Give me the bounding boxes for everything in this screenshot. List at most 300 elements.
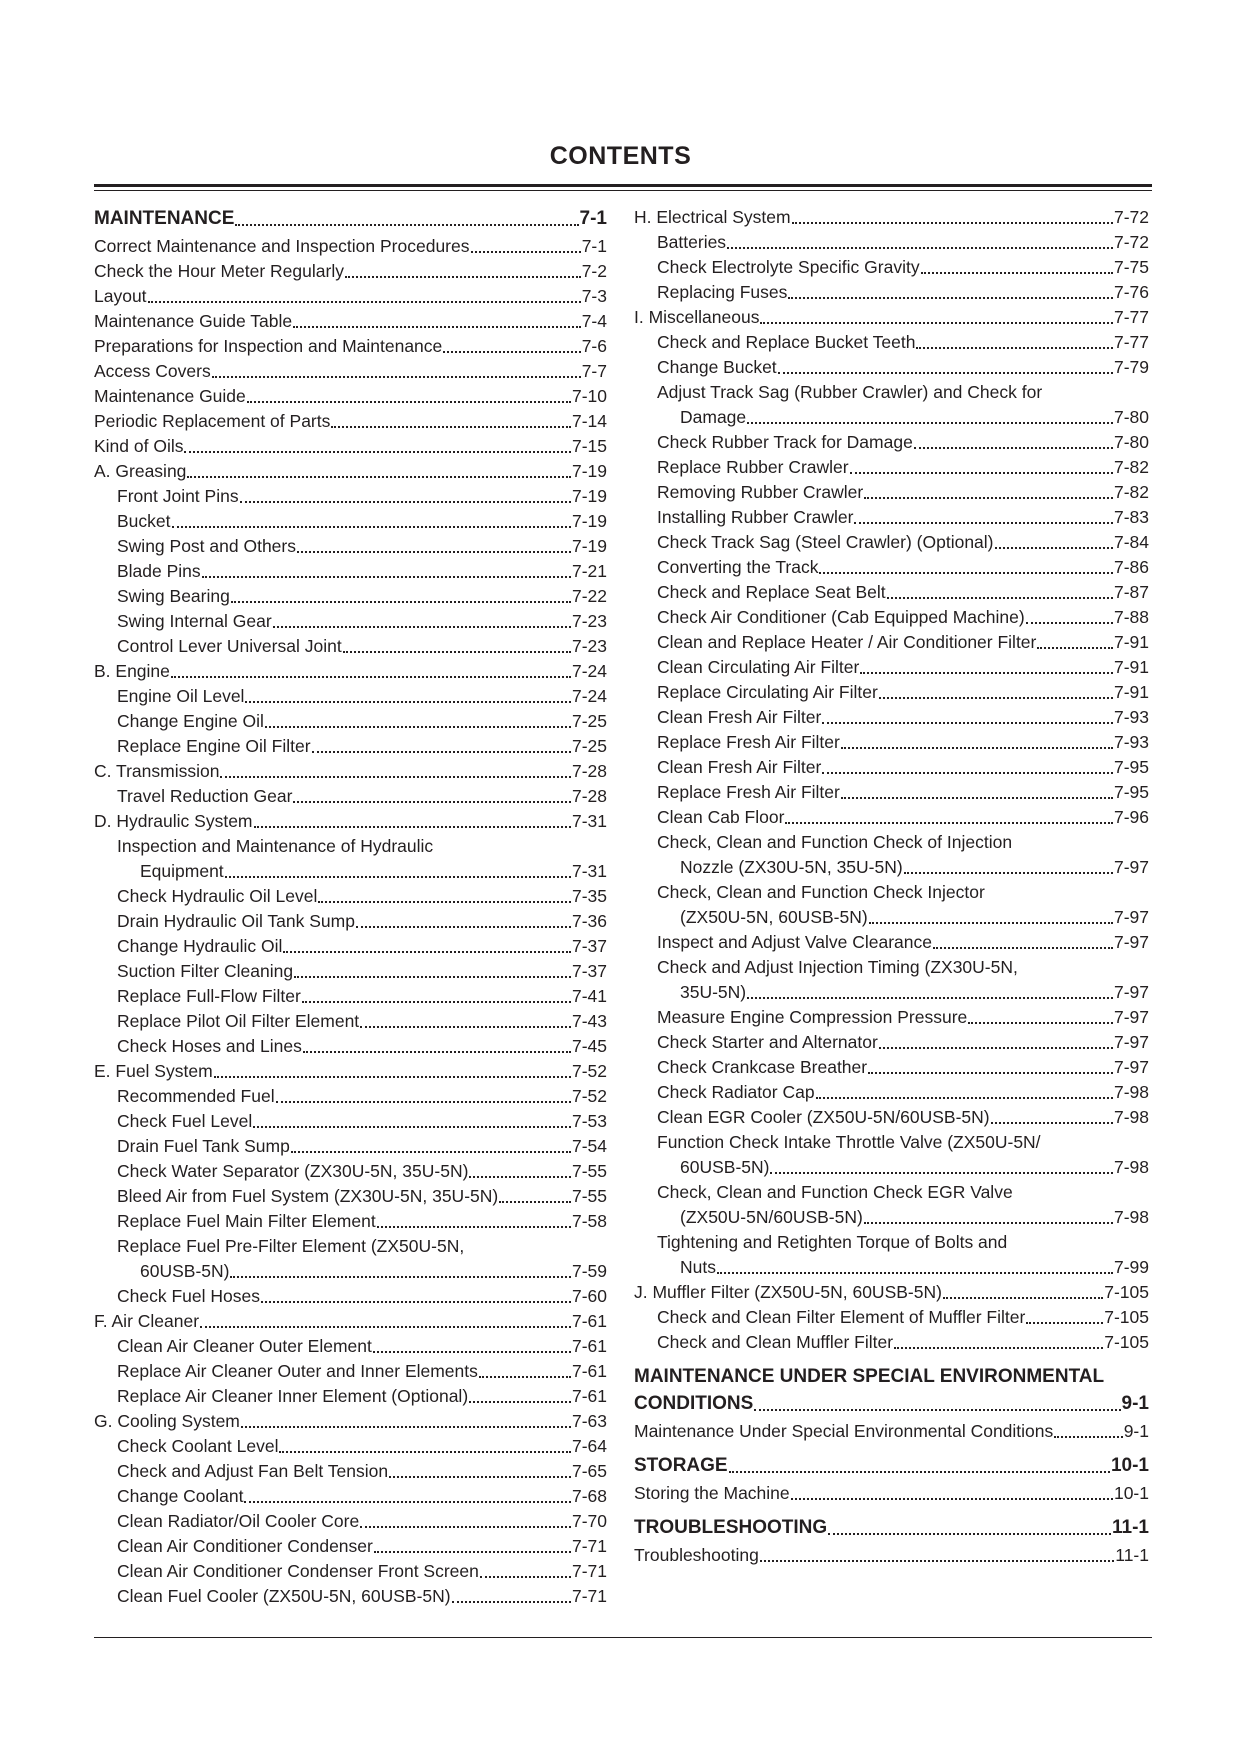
toc-entry-title: Front Joint Pins [117, 486, 239, 506]
toc-entry-title-continued: Nuts [680, 1257, 716, 1277]
toc-page-number: 7-76 [1113, 282, 1149, 302]
toc-entry-title: Batteries [657, 232, 727, 252]
toc-leader-dots [294, 976, 571, 978]
toc-entry[interactable] [94, 1434, 607, 1459]
toc-entry-title: J. Muffler Filter (ZX50U-5N, 60USB-5N) [634, 1282, 942, 1302]
toc-entry[interactable] [94, 1359, 607, 1384]
toc-page-number: 7-98 [1113, 1082, 1149, 1102]
toc-page-number: 10-1 [1113, 1483, 1149, 1503]
toc-entry[interactable] [634, 680, 1149, 705]
toc-entry-title: Check Hydraulic Oil Level [117, 886, 318, 906]
toc-leader-dots [785, 822, 1113, 824]
toc-entry-line [117, 859, 607, 884]
toc-entry[interactable] [634, 930, 1149, 955]
toc-leader-dots [828, 1533, 1111, 1535]
toc-entry[interactable] [94, 934, 607, 959]
toc-leader-dots [214, 1076, 571, 1078]
toc-entry[interactable] [94, 1534, 607, 1559]
toc-leader-dots [894, 1347, 1103, 1349]
toc-page-number: 7-91 [1113, 682, 1149, 702]
toc-entry[interactable] [634, 1130, 1149, 1180]
toc-page-number: 7-97 [1113, 932, 1149, 952]
toc-leader-dots [921, 272, 1113, 274]
toc-entry[interactable] [94, 559, 607, 584]
toc-leader-dots [297, 551, 571, 553]
toc-leader-dots [760, 1560, 1114, 1562]
toc-leader-dots [792, 222, 1113, 224]
toc-entry-title: F. Air Cleaner [94, 1311, 200, 1331]
toc-entry[interactable] [634, 255, 1149, 280]
toc-entry[interactable] [94, 1409, 607, 1434]
toc-leader-dots [202, 576, 571, 578]
toc-entry[interactable] [634, 1280, 1149, 1305]
toc-entry[interactable] [94, 634, 607, 659]
toc-entry-title: Function Check Intake Throttle Valve (ZX50U-5N/ [657, 1132, 1041, 1152]
toc-page-number: 7-98 [1113, 1157, 1149, 1177]
toc-entry[interactable] [94, 1309, 607, 1334]
toc-entry-title: Clean EGR Cooler (ZX50U-5N/60USB-5N) [657, 1107, 990, 1127]
toc-page-number: 7-37 [571, 936, 607, 956]
toc-entry[interactable] [94, 1459, 607, 1484]
toc-entry[interactable] [634, 230, 1149, 255]
toc-entry[interactable] [634, 705, 1149, 730]
toc-entry-title: Change Coolant [117, 1486, 244, 1506]
toc-page-number: 7-23 [571, 636, 607, 656]
toc-page-number: 7-91 [1113, 657, 1149, 677]
toc-page-number: 7-23 [571, 611, 607, 631]
toc-entry-title-continued: Equipment [140, 861, 224, 881]
toc-entry[interactable] [634, 1481, 1149, 1506]
toc-entry-title: Converting the Track [657, 557, 819, 577]
toc-leader-dots [480, 1576, 571, 1578]
toc-entry[interactable] [94, 484, 607, 509]
toc-page-number: 7-77 [1113, 332, 1149, 352]
toc-page-number: 7-91 [1113, 632, 1149, 652]
toc-leader-dots [788, 297, 1113, 299]
toc-entry-title: Replace Air Cleaner Inner Element (Optional) [117, 1386, 469, 1406]
toc-entry[interactable] [634, 505, 1149, 530]
page-title: CONTENTS [549, 142, 692, 170]
toc-entry-title: Maintenance Guide Table [94, 311, 293, 331]
toc-entry[interactable] [94, 284, 607, 309]
toc-page-number: 7-61 [571, 1361, 607, 1381]
toc-entry[interactable] [94, 1034, 607, 1059]
toc-leader-dots [312, 751, 571, 753]
toc-leader-dots [253, 1126, 571, 1128]
toc-leader-dots [343, 651, 571, 653]
toc-leader-dots [200, 1326, 571, 1328]
toc-entry[interactable] [94, 759, 607, 784]
toc-page-number: 7-43 [571, 1011, 607, 1031]
toc-entry-title: Access Covers [94, 361, 211, 381]
toc-page-number: 7-35 [571, 886, 607, 906]
toc-entry[interactable] [634, 580, 1149, 605]
toc-entry[interactable] [634, 530, 1149, 555]
toc-entry[interactable] [634, 805, 1149, 830]
toc-leader-dots [479, 1376, 571, 1378]
toc-leader-dots [727, 247, 1113, 249]
toc-entry-title: Check Starter and Alternator [657, 1032, 878, 1052]
toc-entry[interactable] [634, 355, 1149, 380]
toc-entry-line [657, 855, 1149, 880]
toc-entry-title: Installing Rubber Crawler [657, 507, 854, 527]
toc-entry[interactable] [634, 380, 1149, 430]
toc-leader-dots [469, 1401, 571, 1403]
toc-leader-dots [231, 601, 571, 603]
toc-entry-line [117, 1259, 607, 1284]
toc-page-number: 7-19 [571, 486, 607, 506]
toc-entry[interactable] [634, 605, 1149, 630]
toc-entry-title: Bleed Air from Fuel System (ZX30U-5N, 35U-5N) [117, 1186, 499, 1206]
toc-entry[interactable] [94, 1559, 607, 1584]
toc-entry[interactable] [94, 459, 607, 484]
section-gap [634, 1444, 1149, 1452]
toc-entry[interactable] [94, 1009, 607, 1034]
toc-entry[interactable] [634, 455, 1149, 480]
toc-entry[interactable] [94, 1384, 607, 1409]
toc-entry[interactable] [94, 784, 607, 809]
toc-entry-title: Clean Air Conditioner Condenser Front Screen [117, 1561, 479, 1581]
toc-page-number: 7-71 [571, 1561, 607, 1581]
toc-entry-title: Drain Fuel Tank Sump [117, 1136, 290, 1156]
toc-entry-title: Inspect and Adjust Valve Clearance [657, 932, 932, 952]
toc-leader-dots [864, 1222, 1113, 1224]
toc-entry-title: Check, Clean and Function Check Injector [657, 882, 985, 902]
toc-entry[interactable] [634, 1419, 1149, 1444]
toc-entry-title: Adjust Track Sag (Rubber Crawler) and Check for [657, 382, 1043, 402]
toc-entry[interactable] [94, 1209, 607, 1234]
toc-leader-dots [860, 672, 1113, 674]
toc-entry-line [657, 1205, 1149, 1230]
toc-entry[interactable] [94, 1084, 607, 1109]
toc-entry-line [634, 1390, 1149, 1417]
toc-entry-title: Check Fuel Level [117, 1111, 253, 1131]
toc-entry-title: Measure Engine Compression Pressure [657, 1007, 968, 1027]
toc-leader-dots [822, 722, 1113, 724]
toc-leader-dots [841, 797, 1113, 799]
toc-entry[interactable] [634, 1543, 1149, 1568]
toc-entry[interactable] [94, 1159, 607, 1184]
toc-page-number: 7-97 [1113, 1007, 1149, 1027]
toc-entry[interactable] [634, 1080, 1149, 1105]
toc-page-number: 7-83 [1113, 507, 1149, 527]
toc-page-number: 7-97 [1113, 1032, 1149, 1052]
toc-entry-title: A. Greasing [94, 461, 187, 481]
toc-leader-dots [499, 1201, 571, 1203]
toc-leader-dots [148, 301, 581, 303]
toc-page-number: 7-2 [581, 261, 607, 281]
toc-leader-dots [273, 626, 571, 628]
toc-entry-title: Inspection and Maintenance of Hydraulic [117, 836, 434, 856]
toc-entry[interactable] [634, 330, 1149, 355]
toc-leader-dots [864, 497, 1113, 499]
toc-entry-line [117, 834, 607, 859]
toc-page-number: 7-41 [571, 986, 607, 1006]
toc-leader-dots [471, 251, 581, 253]
toc-entry-title-continued: (ZX50U-5N, 60USB-5N) [680, 907, 868, 927]
toc-entry[interactable] [94, 684, 607, 709]
toc-leader-dots [247, 401, 571, 403]
toc-page-number: 7-25 [571, 711, 607, 731]
toc-entry-title: Storing the Machine [634, 1483, 790, 1503]
toc-page-number: 7-80 [1113, 407, 1149, 427]
toc-page-number: 7-84 [1113, 532, 1149, 552]
toc-entry-title: Suction Filter Cleaning [117, 961, 294, 981]
toc-entry-line [657, 405, 1149, 430]
toc-entry[interactable] [634, 1105, 1149, 1130]
toc-entry[interactable] [94, 659, 607, 684]
toc-leader-dots [904, 872, 1113, 874]
toc-leader-dots [291, 1151, 571, 1153]
toc-page-number: 7-77 [1113, 307, 1149, 327]
toc-page-number: 7-61 [571, 1386, 607, 1406]
toc-leader-dots [729, 1471, 1110, 1473]
toc-entry[interactable] [94, 534, 607, 559]
toc-leader-dots [770, 1172, 1112, 1174]
toc-entry-title: Check Water Separator (ZX30U-5N, 35U-5N) [117, 1161, 469, 1181]
toc-entry[interactable] [94, 959, 607, 984]
toc-leader-dots [816, 1097, 1113, 1099]
toc-entry-title: Clean Radiator/Oil Cooler Core [117, 1511, 360, 1531]
toc-leader-dots [220, 776, 571, 778]
toc-entry-title: Check Rubber Track for Damage [657, 432, 913, 452]
toc-entry[interactable] [94, 359, 607, 384]
toc-entry[interactable] [94, 1584, 607, 1609]
toc-entry-title-continued: Nozzle (ZX30U-5N, 35U-5N) [680, 857, 903, 877]
toc-leader-dots [879, 1047, 1113, 1049]
toc-entry-title: Check and Adjust Fan Belt Tension [117, 1461, 389, 1481]
toc-entry-title: Check Fuel Hoses [117, 1286, 260, 1306]
toc-entry-title: Correct Maintenance and Inspection Procedures [94, 236, 470, 256]
toc-leader-dots [1037, 647, 1113, 649]
toc-entry[interactable] [94, 834, 607, 884]
toc-entry-line [657, 1155, 1149, 1180]
toc-entry[interactable] [634, 205, 1149, 230]
toc-entry-title: Check Radiator Cap [657, 1082, 815, 1102]
toc-leader-dots [778, 372, 1113, 374]
toc-entry[interactable] [94, 884, 607, 909]
toc-entry[interactable] [634, 555, 1149, 580]
toc-page-number: 7-93 [1113, 707, 1149, 727]
toc-entry[interactable] [94, 609, 607, 634]
section-gap [634, 1355, 1149, 1363]
toc-entry[interactable] [94, 509, 607, 534]
toc-page-number: 7-79 [1113, 357, 1149, 377]
toc-entry-line [657, 955, 1149, 980]
toc-page-number: 7-86 [1113, 557, 1149, 577]
toc-entry-title: Check Coolant Level [117, 1436, 279, 1456]
toc-entry[interactable] [94, 434, 607, 459]
toc-entry[interactable] [94, 584, 607, 609]
toc-entry[interactable] [94, 1184, 607, 1209]
toc-page-number: 7-19 [571, 511, 607, 531]
toc-entry[interactable] [94, 734, 607, 759]
toc-entry[interactable] [634, 480, 1149, 505]
toc-entry[interactable] [634, 630, 1149, 655]
toc-entry-title: Replace Rubber Crawler [657, 457, 849, 477]
toc-leader-dots [184, 451, 570, 453]
toc-entry[interactable] [94, 909, 607, 934]
toc-entry[interactable] [634, 430, 1149, 455]
toc-entry-title: Maintenance Under Special Environmental Conditions [634, 1421, 1054, 1441]
toc-page-number: 7-21 [571, 561, 607, 581]
toc-entry[interactable] [634, 1330, 1149, 1355]
toc-page-number: 7-24 [571, 686, 607, 706]
toc-entry[interactable] [94, 234, 607, 259]
toc-entry-title: Replace Fuel Main Filter Element [117, 1211, 376, 1231]
toc-section-heading[interactable] [94, 205, 607, 232]
toc-entry[interactable] [634, 655, 1149, 680]
toc-entry[interactable] [94, 1109, 607, 1134]
toc-leader-dots [212, 376, 581, 378]
toc-page-number: 7-61 [571, 1311, 607, 1331]
toc-entry[interactable] [634, 880, 1149, 930]
toc-page-number: 7-25 [571, 736, 607, 756]
toc-page-number: 7-19 [571, 461, 607, 481]
toc-leader-dots [276, 1101, 571, 1103]
toc-entry[interactable] [94, 809, 607, 834]
toc-entry[interactable] [634, 830, 1149, 880]
toc-page-number: 7-19 [571, 536, 607, 556]
toc-page-number: 7-98 [1113, 1207, 1149, 1227]
toc-entry[interactable] [94, 984, 607, 1009]
toc-leader-dots [241, 1426, 571, 1428]
toc-page-number: 7-87 [1113, 582, 1149, 602]
toc-entry-title: Clean Fuel Cooler (ZX50U-5N, 60USB-5N) [117, 1586, 451, 1606]
toc-page-number: 7-7 [581, 361, 607, 381]
toc-entry-title: Check Track Sag (Steel Crawler) (Optional) [657, 532, 994, 552]
toc-entry-title: Drain Hydraulic Oil Tank Sump [117, 911, 355, 931]
toc-entry-title: Check and Clean Muffler Filter [657, 1332, 894, 1352]
toc-entry-title: D. Hydraulic System [94, 811, 253, 831]
toc-page-number: 7-59 [571, 1261, 607, 1281]
toc-page-number: 7-61 [571, 1336, 607, 1356]
toc-page-number: 7-55 [571, 1161, 607, 1181]
toc-page-number: 7-82 [1113, 482, 1149, 502]
toc-entry[interactable] [634, 280, 1149, 305]
toc-entry[interactable] [634, 780, 1149, 805]
toc-entry[interactable] [634, 1005, 1149, 1030]
toc-section-heading[interactable] [634, 1514, 1149, 1541]
toc-entry-title: Check, Clean and Function Check of Injection [657, 832, 1013, 852]
toc-leader-dots [995, 547, 1113, 549]
toc-entry[interactable] [94, 709, 607, 734]
toc-page-number: 7-54 [571, 1136, 607, 1156]
toc-entry[interactable] [634, 955, 1149, 1005]
toc-entry-title: Control Lever Universal Joint [117, 636, 342, 656]
toc-page-number: 7-98 [1113, 1107, 1149, 1127]
toc-entry-title: Bucket [117, 511, 171, 531]
toc-leader-dots [879, 697, 1113, 699]
toc-entry-title: Replace Fresh Air Filter [657, 732, 840, 752]
toc-entry[interactable] [94, 1284, 607, 1309]
toc-page-number: 7-75 [1113, 257, 1149, 277]
toc-entry[interactable] [634, 1305, 1149, 1330]
toc-entry[interactable] [94, 259, 607, 284]
toc-entry-line [657, 1255, 1149, 1280]
toc-entry-title: Replacing Fuses [657, 282, 788, 302]
toc-page-number: 11-1 [1115, 1545, 1149, 1565]
toc-entry[interactable] [634, 730, 1149, 755]
toc-leader-dots [868, 1072, 1113, 1074]
toc-page-number: 7-1 [579, 208, 607, 229]
toc-entry[interactable] [94, 1134, 607, 1159]
toc-entry-title: Swing Internal Gear [117, 611, 272, 631]
toc-leader-dots [303, 1051, 571, 1053]
toc-entry-line [657, 1230, 1149, 1255]
toc-leader-dots [443, 351, 580, 353]
toc-entry[interactable] [94, 309, 607, 334]
toc-leader-dots [754, 1409, 1120, 1411]
toc-entry[interactable] [634, 1055, 1149, 1080]
toc-page-number: 7-72 [1113, 207, 1149, 227]
toc-entry[interactable] [634, 1180, 1149, 1230]
toc-entry[interactable] [94, 384, 607, 409]
toc-section-heading[interactable] [634, 1363, 1149, 1417]
toc-entry[interactable] [634, 305, 1149, 330]
toc-page-number: 7-60 [571, 1286, 607, 1306]
toc-leader-dots [991, 1122, 1113, 1124]
toc-entry-title: Clean Circulating Air Filter [657, 657, 860, 677]
toc-page-number: 7-3 [581, 286, 607, 306]
toc-page-number: 7-105 [1104, 1332, 1149, 1352]
toc-entry-title: Swing Post and Others [117, 536, 296, 556]
toc-entry[interactable] [634, 1030, 1149, 1055]
toc-entry-title: Check Hoses and Lines [117, 1036, 302, 1056]
toc-entry-line [117, 1234, 607, 1259]
toc-entry-line [657, 380, 1149, 405]
toc-entry[interactable] [94, 1059, 607, 1084]
toc-section-heading[interactable] [634, 1452, 1149, 1479]
toc-entry-line [657, 830, 1149, 855]
toc-entry[interactable] [94, 334, 607, 359]
toc-entry-title: Check, Clean and Function Check EGR Valve [657, 1182, 1013, 1202]
toc-leader-dots [240, 501, 571, 503]
toc-entry[interactable] [634, 1230, 1149, 1280]
toc-page-number: 7-97 [1113, 907, 1149, 927]
toc-entry-title: Clean Fresh Air Filter [657, 757, 822, 777]
toc-leader-dots [245, 701, 571, 703]
toc-leader-dots [293, 326, 581, 328]
toc-page-number: 7-96 [1113, 807, 1149, 827]
toc-entry[interactable] [634, 755, 1149, 780]
toc-entry[interactable] [94, 1234, 607, 1284]
toc-page-number: 7-52 [571, 1061, 607, 1081]
toc-right-column [634, 205, 1149, 1568]
toc-entry-title: Replace Engine Oil Filter [117, 736, 311, 756]
toc-page-number: 7-95 [1113, 757, 1149, 777]
toc-entry-title: Clean and Replace Heater / Air Conditioner Filter [657, 632, 1037, 652]
toc-page-number: 7-95 [1113, 782, 1149, 802]
toc-leader-dots [1026, 1322, 1103, 1324]
toc-leader-dots [850, 472, 1113, 474]
toc-entry-title: Check and Replace Seat Belt [657, 582, 886, 602]
toc-entry-title: MAINTENANCE UNDER SPECIAL ENVIRONMENTAL [634, 1366, 1105, 1387]
toc-entry[interactable] [94, 1484, 607, 1509]
toc-entry-title: Clean Cab Floor [657, 807, 785, 827]
toc-leader-dots [360, 1026, 571, 1028]
toc-leader-dots [254, 826, 571, 828]
toc-entry-title: Replace Air Cleaner Outer and Inner Elements [117, 1361, 478, 1381]
toc-entry[interactable] [94, 1509, 607, 1534]
toc-entry-title: I. Miscellaneous [634, 307, 760, 327]
toc-entry[interactable] [94, 409, 607, 434]
toc-page-number: 7-71 [571, 1586, 607, 1606]
toc-entry[interactable] [94, 1334, 607, 1359]
toc-page-number: 7-31 [571, 861, 607, 881]
toc-leader-dots [283, 951, 571, 953]
toc-page-number: 7-28 [571, 761, 607, 781]
